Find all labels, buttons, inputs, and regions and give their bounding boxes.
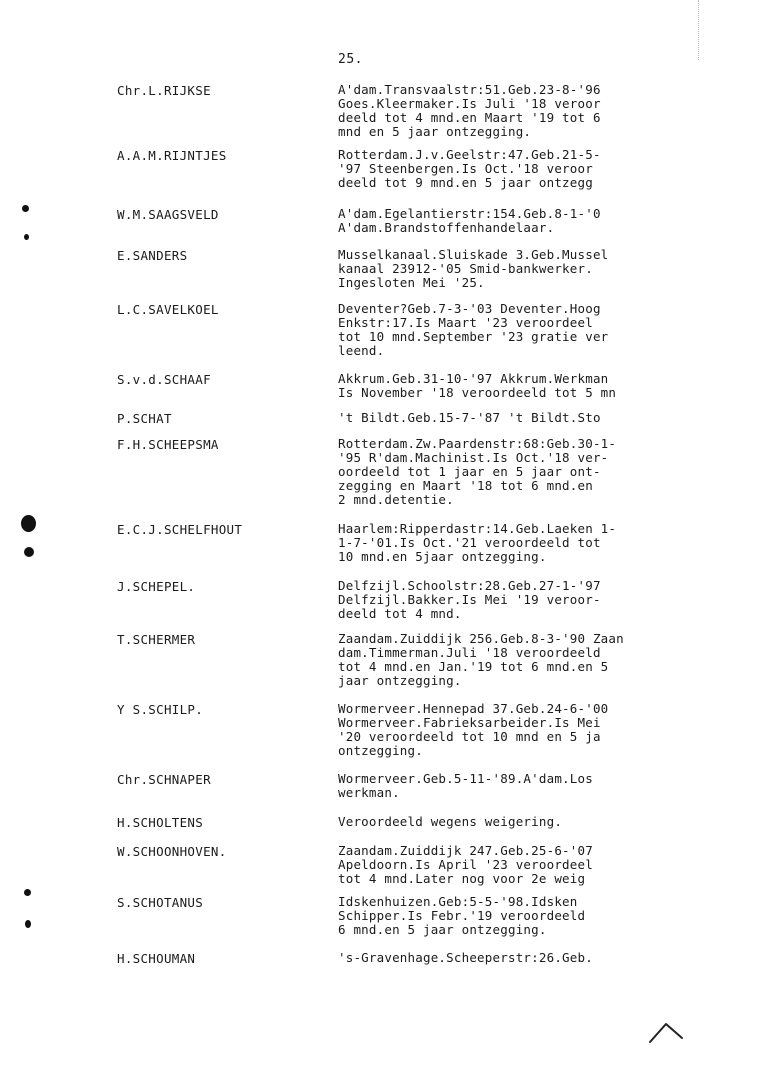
entry-text: Wormerveer.Geb.5-11-'89.A'dam.Los werkman. <box>338 772 593 800</box>
entry-text: Rotterdam.J.v.Geelstr:47.Geb.21-5- '97 Steenbergen.Is Oct.'18 veroor deeld tot 9 mnd.en 5 jaar ontzegg <box>338 148 601 190</box>
entry-text: Deventer?Geb.7-3-'03 Deventer.Hoog Enkstr:17.Is Maart '23 veroordeel tot 10 mnd.September '23 gratie ver leend. <box>338 302 609 358</box>
scan-edge-mark <box>698 0 700 60</box>
entry-text: Rotterdam.Zw.Paardenstr:68:Geb.30-1- '95 R'dam.Machinist.Is Oct.'18 ver- oordeeld tot 1 jaar en 5 jaar ont- zegging en Maart '18 tot 6 mnd.en 2 mnd.detentie. <box>338 437 617 507</box>
entry-name: E.C.J.SCHELFHOUT <box>117 522 243 537</box>
entry-text: 's-Gravenhage.Scheeperstr:26.Geb. <box>338 951 593 965</box>
entry-name: Y S.SCHILP. <box>117 702 204 717</box>
entry-name: E.SANDERS <box>117 248 188 263</box>
entry-name: L.C.SAVELKOEL <box>117 302 219 317</box>
entry-text: Delfzijl.Schoolstr:28.Geb.27-1-'97 Delfzijl.Bakker.Is Mei '19 veroor- deeld tot 4 mnd. <box>338 579 601 621</box>
entry-text: Idskenhuizen.Geb:5-5-'98.Idsken Schipper.Is Febr.'19 veroordeeld 6 mnd.en 5 jaar ontzegging. <box>338 895 586 937</box>
check-mark-icon <box>648 1018 684 1044</box>
entry-name: J.SCHEPEL. <box>117 579 196 594</box>
entry-name: Chr.L.RIJKSE <box>117 83 211 98</box>
entry-name: S.SCHOTANUS <box>117 895 204 910</box>
entry-name: W.M.SAAGSVELD <box>117 207 219 222</box>
punch-hole <box>24 234 29 240</box>
page-number: 25. <box>338 52 363 67</box>
entry-name: T.SCHERMER <box>117 632 196 647</box>
entry-name: P.SCHAT <box>117 411 172 426</box>
entry-name: F.H.SCHEEPSMA <box>117 437 219 452</box>
entry-text: 't Bildt.Geb.15-7-'87 't Bildt.Sto <box>338 411 601 425</box>
entry-text: Akkrum.Geb.31-10-'97 Akkrum.Werkman Is November '18 veroordeeld tot 5 mn <box>338 372 617 400</box>
entry-text: Wormerveer.Hennepad 37.Geb.24-6-'00 Wormerveer.Fabrieksarbeider.Is Mei '20 veroordeeld tot 10 mnd en 5 ja ontzegging. <box>338 702 609 758</box>
entry-text: Veroordeeld wegens weigering. <box>338 815 563 829</box>
punch-hole <box>25 920 31 928</box>
entry-text: Haarlem:Ripperdastr:14.Geb.Laeken 1- 1-7-'01.Is Oct.'21 veroordeeld tot 10 mnd.en 5jaar ontzegging. <box>338 522 617 564</box>
entry-name: S.v.d.SCHAAF <box>117 372 211 387</box>
entry-text: A'dam.Egelantierstr:154.Geb.8-1-'0 A'dam.Brandstoffenhandelaar. <box>338 207 601 235</box>
punch-hole <box>21 515 36 532</box>
entry-text: Zaandam.Zuiddijk 247.Geb.25-6-'07 Apeldoorn.Is April '23 veroordeel tot 4 mnd.Later nog voor 2e weig <box>338 844 593 886</box>
punch-hole <box>24 547 34 557</box>
entry-name: H.SCHOLTENS <box>117 815 204 830</box>
entry-text: Zaandam.Zuiddijk 256.Geb.8-3-'90 Zaan dam.Timmerman.Juli '18 veroordeeld tot 4 mnd.en Jan.'19 tot 6 mnd.en 5 jaar ontzegging. <box>338 632 624 688</box>
entry-name: H.SCHOUMAN <box>117 951 196 966</box>
entry-name: Chr.SCHNAPER <box>117 772 211 787</box>
entry-name: W.SCHOONHOVEN. <box>117 844 227 859</box>
entry-name: A.A.M.RIJNTJES <box>117 148 227 163</box>
entry-text: A'dam.Transvaalstr:51.Geb.23-8-'96 Goes.Kleermaker.Is Juli '18 veroor deeld tot 4 mnd.en Maart '19 tot 6 mnd en 5 jaar ontzegging. <box>338 83 601 139</box>
punch-hole <box>24 889 31 896</box>
punch-hole <box>22 205 29 212</box>
entry-text: Musselkanaal.Sluiskade 3.Geb.Mussel kanaal 23912-'05 Smid-bankwerker. Ingesloten Mei '25. <box>338 248 609 290</box>
